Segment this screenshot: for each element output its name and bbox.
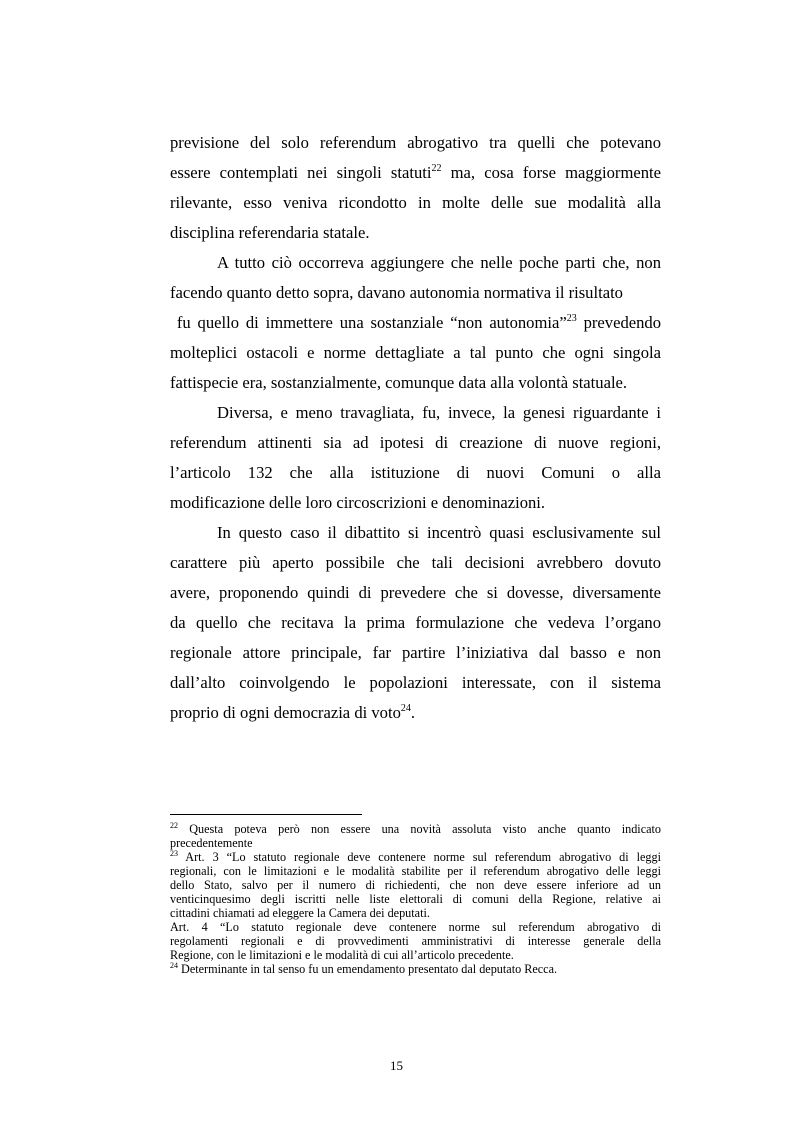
paragraph-2	[170, 248, 661, 398]
body-text	[170, 128, 661, 728]
footnote-ref-23[interactable]: 23	[566, 313, 577, 324]
text-line: l’articolo 132 che alla istituzione di nuovi Comuni o alla	[170, 463, 661, 482]
footnote-line: regolamenti regionali e di provvedimenti amministrativi di interesse generale della	[170, 934, 661, 948]
text-line: In questo caso il dibattito si incentrò quasi esclusivamente sul	[217, 523, 661, 542]
text-line: regionale attore principale, far partire l’iniziativa dal basso e non	[170, 643, 661, 662]
text-line: disciplina referendaria statale.	[170, 223, 370, 242]
footnote-line: regionali, con le limitazioni e le modalità stabilite per il referendum abrogativo delle leggi	[170, 864, 661, 878]
footnote-mark: 22	[170, 821, 178, 830]
footnote-line: $^{24}$ Determinante in tal senso fu un emendamento presentato dal deputato Recca.	[170, 961, 558, 976]
footnote-line: precedentemente	[170, 836, 253, 850]
footnote-23	[170, 850, 661, 962]
text-line: Diversa, e meno travagliata, fu, invece, la genesi riguardante i	[217, 403, 661, 422]
text-line: A tutto ciò occorreva aggiungere che nelle poche parti che, non	[217, 253, 661, 272]
footnote-line: dello Stato, salvo per il numero di richiedenti, che non deve essere inferiore ad un	[170, 878, 661, 892]
text-line: avere, proponendo quindi di prevedere che si dovesse, diversamente	[170, 583, 661, 602]
footnote-line: Regione, con le limitazioni e le modalità di cui all’articolo precedente.	[170, 948, 514, 962]
paragraph-1	[170, 128, 661, 248]
text-line: facendo quanto detto sopra, davano autonomia normativa il risultato	[170, 283, 623, 302]
text-line: fu quello di immettere una sostanziale “non autonomia”$^{23}$ prevedendo	[170, 313, 661, 332]
text-line: essere contemplati nei singoli statuti$^{22}$ ma, cosa forse maggiormente	[170, 163, 661, 182]
paragraph-3	[170, 398, 661, 518]
text-line: modificazione delle loro circoscrizioni e denominazioni.	[170, 493, 546, 512]
text-line: dall’alto coinvolgendo le popolazioni interessate, con il sistema	[170, 673, 661, 692]
text-line: referendum attinenti sia ad ipotesi di creazione di nuove regioni,	[170, 433, 661, 452]
text-line: proprio di ogni democrazia di voto$^{24}$.	[170, 703, 416, 722]
footnotes	[170, 822, 661, 976]
footnote-24	[170, 962, 661, 976]
footnote-mark: 24	[170, 961, 178, 970]
text-line: rilevante, esso veniva ricondotto in molte delle sue modalità alla	[170, 193, 661, 212]
footnote-line: cittadini chiamati ad eleggere la Camera dei deputati.	[170, 906, 430, 920]
text-line: molteplici ostacoli e norme dettagliate a tal punto che ogni singola	[170, 343, 661, 362]
text-line: da quello che recitava la prima formulazione che vedeva l’organo	[170, 613, 661, 632]
footnote-ref-22[interactable]: 22	[431, 163, 442, 174]
footnote-ref-24[interactable]: 24	[400, 703, 411, 714]
footnote-mark: 23	[170, 849, 178, 858]
paragraph-4	[170, 518, 661, 728]
page-number: 15	[390, 1058, 403, 1073]
text-line: fattispecie era, sostanzialmente, comunque data alla volontà statuale.	[170, 373, 628, 392]
footnote-separator	[170, 814, 362, 815]
footnote-line: venticinquesimo degli iscritti nelle liste elettorali di comuni della Regione, relative ai	[170, 892, 661, 906]
footnote-line: $^{22}$ Questa poteva però non essere una novità assoluta visto anche quanto indicato	[170, 821, 661, 836]
footnote-line: $^{23}$ Art. 3 “Lo statuto regionale deve contenere norme sul referendum abrogativo di leggi	[170, 849, 661, 864]
text-line: previsione del solo referendum abrogativo tra quelli che potevano	[170, 133, 661, 152]
text-line: carattere più aperto possibile che tali decisioni avrebbero dovuto	[170, 553, 661, 572]
footnote-22	[170, 822, 661, 850]
footnote-line: Art. 4 “Lo statuto regionale deve contenere norme sul referendum abrogativo di	[170, 920, 661, 934]
